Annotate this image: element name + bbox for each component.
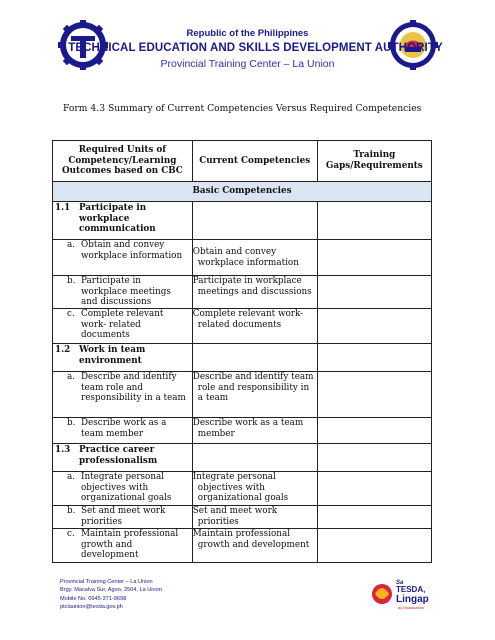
republic-heading: Republic of the Philippines (186, 28, 309, 39)
learning-outcome: Set and meet work priorities (81, 506, 166, 527)
gap-cell (317, 202, 431, 240)
unit-title: Participate in workplace communication (79, 203, 156, 235)
lingap-tagline: ay Maaasahan (398, 605, 425, 610)
current-cell (192, 444, 317, 472)
footer-center: Provincial Training Center – La Union (60, 579, 153, 585)
lo-mark: b. (67, 276, 76, 286)
header-current: Current Competencies (192, 141, 317, 182)
current-cell (192, 202, 317, 240)
gap-cell (317, 309, 431, 344)
learning-outcome: Integrate personal objectives with organizational goals (81, 472, 172, 504)
learning-outcome: Describe work as a team member (81, 418, 167, 439)
lo-mark: b. (67, 418, 76, 428)
gap-cell (317, 444, 431, 472)
lingap-tesda: TESDA, (396, 585, 426, 594)
learning-outcome: Describe and identify team role and responsibility in a team (81, 372, 186, 404)
unit-number: 1.2 (55, 345, 71, 355)
footer-address: Brgy. Macalva Sur, Agoo, 2504, La Union (60, 587, 162, 594)
unit-number: 1.1 (55, 203, 71, 213)
form-title: Form 4.3 Summary of Current Competencies Versus Required Competencies (63, 103, 422, 114)
footer-mobile: Mobile No. 0945-371-9698 (60, 595, 127, 602)
gap-cell (317, 472, 431, 506)
gap-cell (317, 372, 431, 418)
footer-contact (60, 578, 162, 612)
gap-cell (317, 418, 431, 444)
current-competency: Describe and identify team role and responsibility in a team (192, 372, 314, 404)
competency-table (52, 140, 432, 563)
gap-cell (317, 344, 431, 372)
footer-email: ptclaunion@tesda.gov.ph (60, 604, 123, 611)
lingap-logo (370, 574, 440, 614)
unit-row (53, 202, 193, 240)
lo-mark: a. (67, 240, 76, 250)
current-competency: Participate in workplace meetings and discussions (192, 276, 312, 297)
learning-outcome: Obtain and convey workplace information (81, 240, 183, 261)
header-gaps: Training Gaps/Requirements (317, 141, 431, 182)
current-competency: Integrate personal objectives with organizational goals (192, 472, 289, 504)
gap-cell (317, 529, 431, 563)
learning-outcome: Complete relevant work- related documents (81, 309, 164, 341)
current-competency: Complete relevant work-related documents (192, 309, 304, 330)
unit-title: Work in team environment (79, 345, 146, 366)
current-competency: Maintain professional growth and development (192, 529, 310, 550)
gap-cell (317, 240, 431, 276)
lingap-sa: Sa (396, 580, 404, 586)
section-basic-competencies: Basic Competencies (53, 182, 432, 202)
lo-mark: c. (67, 529, 75, 539)
learning-outcome: Participate in workplace meetings and discussions (81, 276, 171, 308)
agency-heading: TECHNICAL EDUCATION AND SKILLS DEVELOPMENT AUTHORITY (68, 42, 443, 54)
current-competency: Set and meet work priorities (192, 506, 278, 527)
lo-mark: c. (67, 309, 75, 319)
lingap-word: Lingap (396, 594, 429, 605)
current-cell (192, 344, 317, 372)
lo-mark: a. (67, 372, 76, 382)
current-competency: Obtain and convey workplace information (192, 246, 299, 268)
current-competency: Describe work as a team member (192, 418, 304, 439)
gap-cell (317, 506, 431, 529)
gap-cell (317, 276, 431, 309)
header-required: Required Units of Competency/Learning Outcomes based on CBC (53, 141, 193, 182)
unit-title: Practice career professionalism (79, 445, 158, 466)
unit-number: 1.3 (55, 445, 71, 455)
training-center-heading: Provincial Training Center – La Union (160, 58, 335, 70)
learning-outcome: Maintain professional growth and development (81, 529, 179, 561)
lo-mark: b. (67, 506, 76, 516)
lo-mark: a. (67, 472, 76, 482)
